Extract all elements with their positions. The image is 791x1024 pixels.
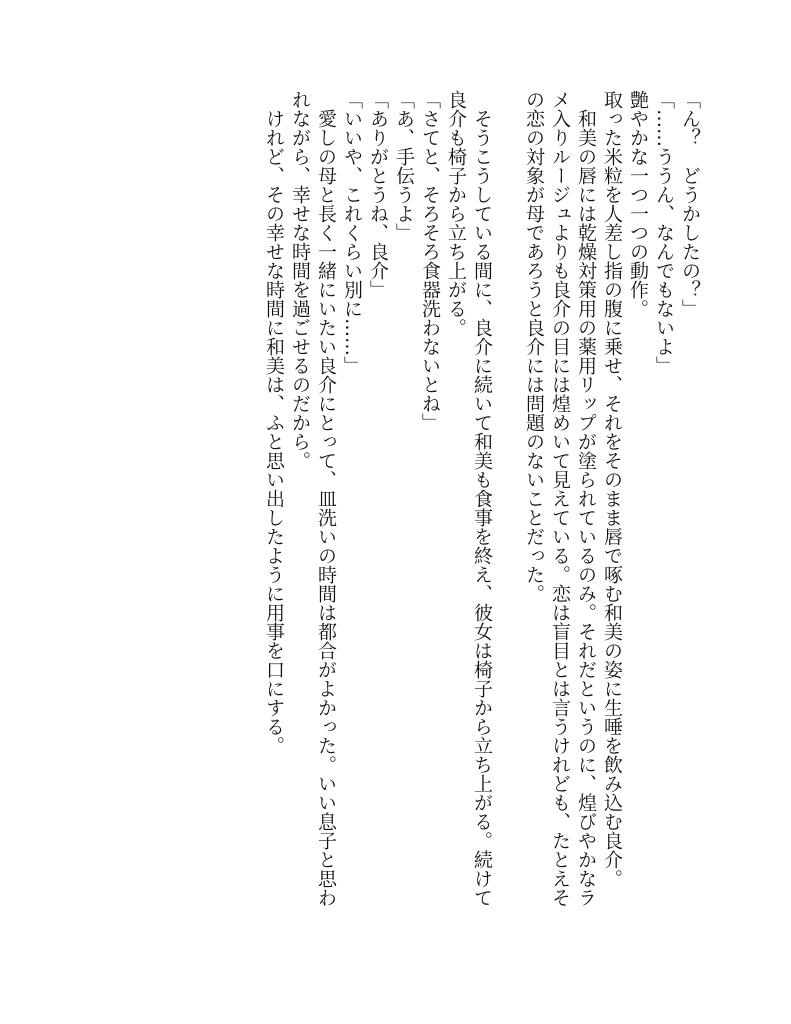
text-line: けれど、その幸せな時間に和美は、ふと思い出したように用事を口にする。 (263, 90, 285, 755)
text-line: 良介も椅子から立ち上がる。 (445, 90, 467, 337)
text-line: れながら、幸せな時間を過ごせるのだから。 (289, 90, 311, 470)
text-line: 愛しの母と長く一緒にいたい良介にとって、皿洗いの時間は都合がよかった。いい息子と思わ (315, 90, 337, 907)
text-line: メ入りルージュよりも良介の目には煌めいて見えている。恋は盲目とは言うけれども、たとえそ (549, 90, 571, 907)
text-line: 艶やかな一つ一つの動作。 (627, 90, 649, 318)
text-line: 「いいや、これくらい別に……」 (341, 90, 363, 375)
text-line: 「ありがとうね、良介」 (367, 90, 389, 299)
paragraph-gap (495, 90, 521, 950)
text-line: 取った米粒を人差し指の腹に乗せ、それをそのまま唇で啄む和美の姿に生唾を飲み込む良介。 (601, 90, 623, 888)
text-line: 「ん？ どうかしたの？」 (679, 90, 701, 318)
text-line: 和美の唇には乾燥対策用の薬用リップが塗られているのみ。それだというのに、煌びやかなラ (575, 90, 597, 907)
text-line: 「あ、手伝うよ」 (393, 90, 415, 242)
text-line: 「さてと、そろそろ食器洗わないとね」 (419, 90, 441, 432)
vertical-text-body (261, 90, 703, 950)
text-line: そうこうしている間に、良介に続いて和美も食事を終え、彼女は椅子から立ち上がる。続けて (471, 90, 493, 907)
text-line: の恋の対象が母であろうと良介には問題のないことだった。 (523, 90, 545, 603)
text-line: 「……ううん、なんでもないよ」 (653, 90, 675, 375)
